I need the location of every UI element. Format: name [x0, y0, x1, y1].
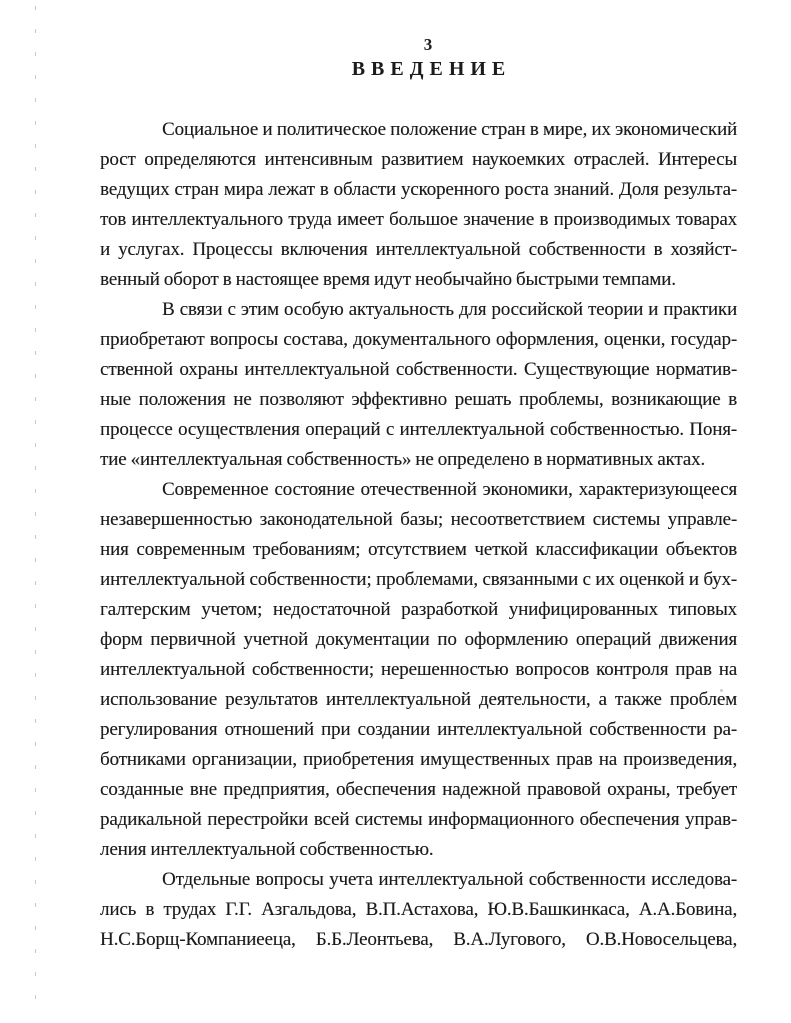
text-line: интеллектуальной собственности; нерешенностью вопросов контроля прав на	[100, 659, 737, 680]
paragraph	[100, 295, 737, 475]
text-line: В связи с этим особую актуальность для российской теории и практики	[162, 299, 737, 320]
text-line: Социальное и политическое положение стран в мире, их экономический	[162, 119, 737, 140]
text-line: и услугах. Процессы включения интеллектуальной собственности в хозяйст-	[100, 239, 737, 260]
text-line: регулирования отношений при создании интеллектуальной собственности ра-	[100, 719, 737, 740]
paragraph	[100, 865, 737, 955]
text-line: ния современным требованиям; отсутствием четкой классификации объектов	[100, 539, 737, 560]
scan-margin-artifact	[35, 6, 36, 1014]
page-number: 3	[423, 35, 434, 54]
text-line: Современное состояние отечественной экономики, характеризующееся	[162, 479, 737, 500]
text-line: лись в трудах Г.Г. Азгальдова, В.П.Астахова, Ю.В.Башкинкаса, А.А.Бовина,	[100, 899, 737, 920]
text-line: Отдельные вопросы учета интеллектуальной собственности исследова-	[162, 869, 737, 890]
text-line: форм первичной учетной документации по оформлению операций движения	[100, 629, 737, 650]
text-line: радикальной перестройки всей системы информационного обеспечения управ-	[100, 809, 737, 830]
text-line: интеллектуальной собственности; проблемами, связанными с их оценкой и бух-	[100, 569, 737, 590]
text-line: рост определяются интенсивным развитием наукоемких отраслей. Интересы	[100, 149, 737, 170]
text-line: галтерским учетом; недостаточной разработкой унифицированных типовых	[100, 599, 737, 620]
text-line: тов интеллектуального труда имеет большое значение в производимых товарах	[100, 209, 737, 230]
text-line: использование результатов интеллектуальной деятельности, а также проблем	[100, 689, 737, 710]
text-line: венный оборот в настоящее время идут необычайно быстрыми темпами.	[100, 269, 676, 290]
text-line: незавершенностью законодательной базы; несоответствием системы управле-	[100, 509, 737, 530]
text-line: процессе осуществления операций с интеллектуальной собственностью. Поня-	[100, 419, 737, 440]
text-line: Н.С.Борщ-Компаниееца, Б.Б.Леонтьева, В.А.Лугового, О.В.Новосельцева,	[100, 929, 737, 950]
text-line: ные положения не позволяют эффективно решать проблемы, возникающие в	[100, 389, 737, 410]
text-line: ственной охраны интеллектуальной собственности. Существующие норматив-	[100, 359, 737, 380]
text-line: приобретают вопросы состава, документального оформления, оценки, государ-	[100, 329, 737, 350]
text-line: ления интеллектуальной собственностью.	[100, 839, 434, 860]
paragraph	[100, 475, 737, 865]
paragraph	[100, 115, 737, 295]
text-line: созданные вне предприятия, обеспечения надежной правовой охраны, требует	[100, 779, 737, 800]
text-line: ботниками организации, приобретения имущественных прав на произведения,	[100, 749, 737, 770]
text-line: ведущих стран мира лежат в области ускоренного роста знаний. Доля результа-	[100, 179, 737, 200]
text-line: тие «интеллектуальная собственность» не определено в нормативных актах.	[100, 449, 706, 470]
text-body	[100, 115, 737, 955]
section-title: ВВЕДЕНИЕ	[351, 58, 512, 80]
